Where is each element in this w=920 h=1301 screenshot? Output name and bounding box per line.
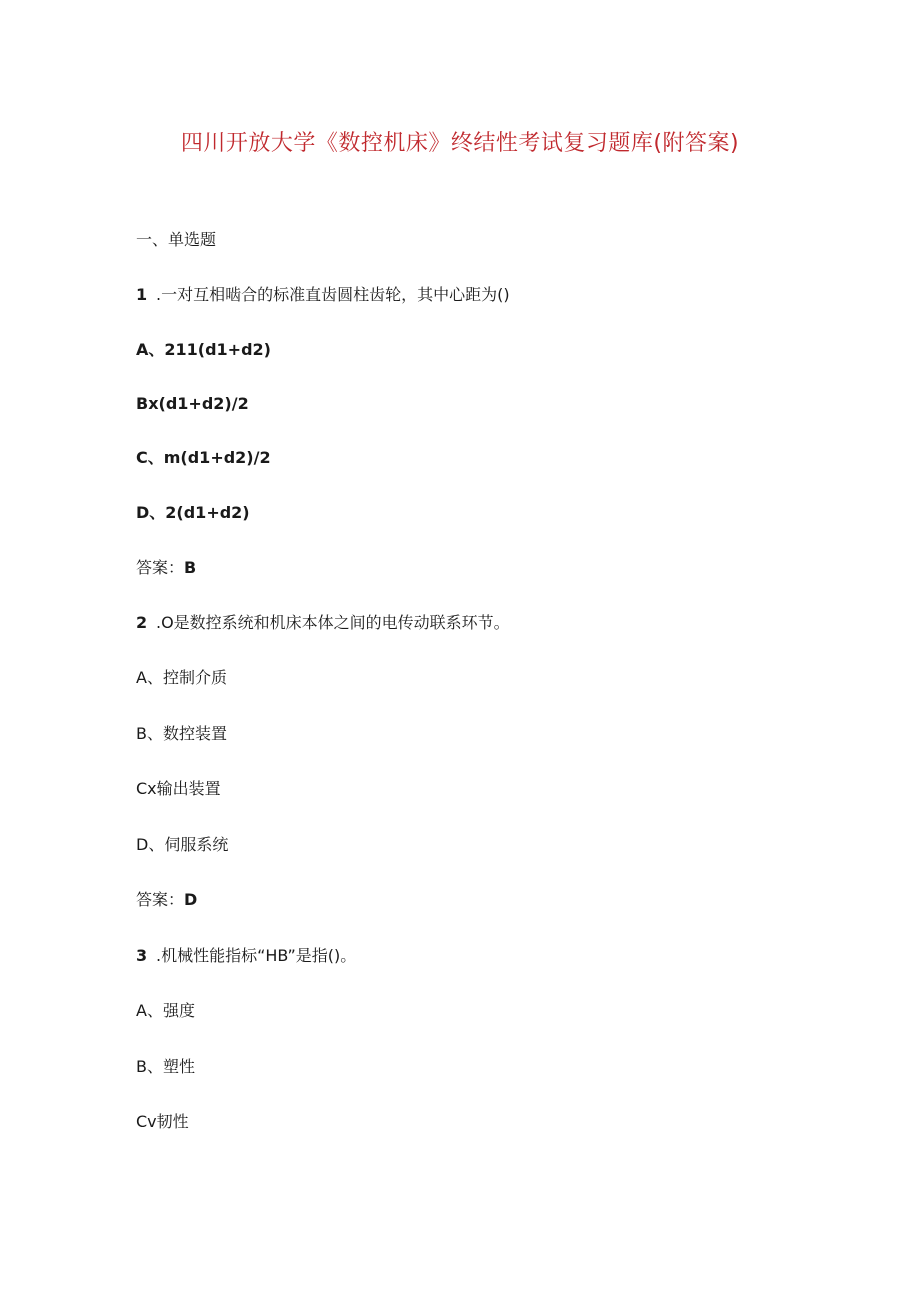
section-heading: 一、单选题: [136, 230, 217, 249]
document-title: 四川开放大学《数控机床》终结性考试复习题库(附答案): [180, 131, 740, 156]
answer-value: D: [184, 890, 198, 909]
question-3-option-c: Cv韧性: [136, 1112, 189, 1131]
answer-label: 答案：: [136, 890, 185, 909]
question-2-number: 2: [136, 613, 148, 632]
answer-value: B: [184, 558, 197, 577]
question-3: [136, 944, 356, 968]
question-2-option-c: Cx输出装置: [136, 779, 221, 798]
question-1-option-b: Bx(d1+d2)/2: [136, 394, 249, 413]
question-2-option-a: A、控制介质: [136, 668, 227, 687]
question-2-answer: [136, 888, 197, 912]
question-1-number: 1: [136, 285, 148, 304]
question-3-option-a: A、强度: [136, 1001, 195, 1020]
question-2-option-d: D、伺服系统: [136, 835, 229, 854]
question-1-option-c: C、m(d1+d2)/2: [136, 448, 271, 467]
question-2-option-b: B、数控装置: [136, 724, 227, 743]
question-2-text: .O是数控系统和机床本体之间的电传动联系环节。: [156, 613, 510, 632]
question-1: [136, 283, 510, 307]
question-1-option-a: A、211(d1+d2): [136, 340, 271, 359]
question-3-number: 3: [136, 946, 148, 965]
question-1-option-d: D、2(d1+d2): [136, 503, 250, 522]
question-2: [136, 611, 510, 635]
question-3-option-b: B、塑性: [136, 1057, 195, 1076]
question-1-text: .一对互相啮合的标准直齿圆柱齿轮，其中心距为(): [156, 285, 510, 304]
question-1-answer: [136, 556, 196, 580]
answer-label: 答案：: [136, 558, 185, 577]
question-3-text: .机械性能指标“HB”是指()。: [156, 946, 357, 965]
